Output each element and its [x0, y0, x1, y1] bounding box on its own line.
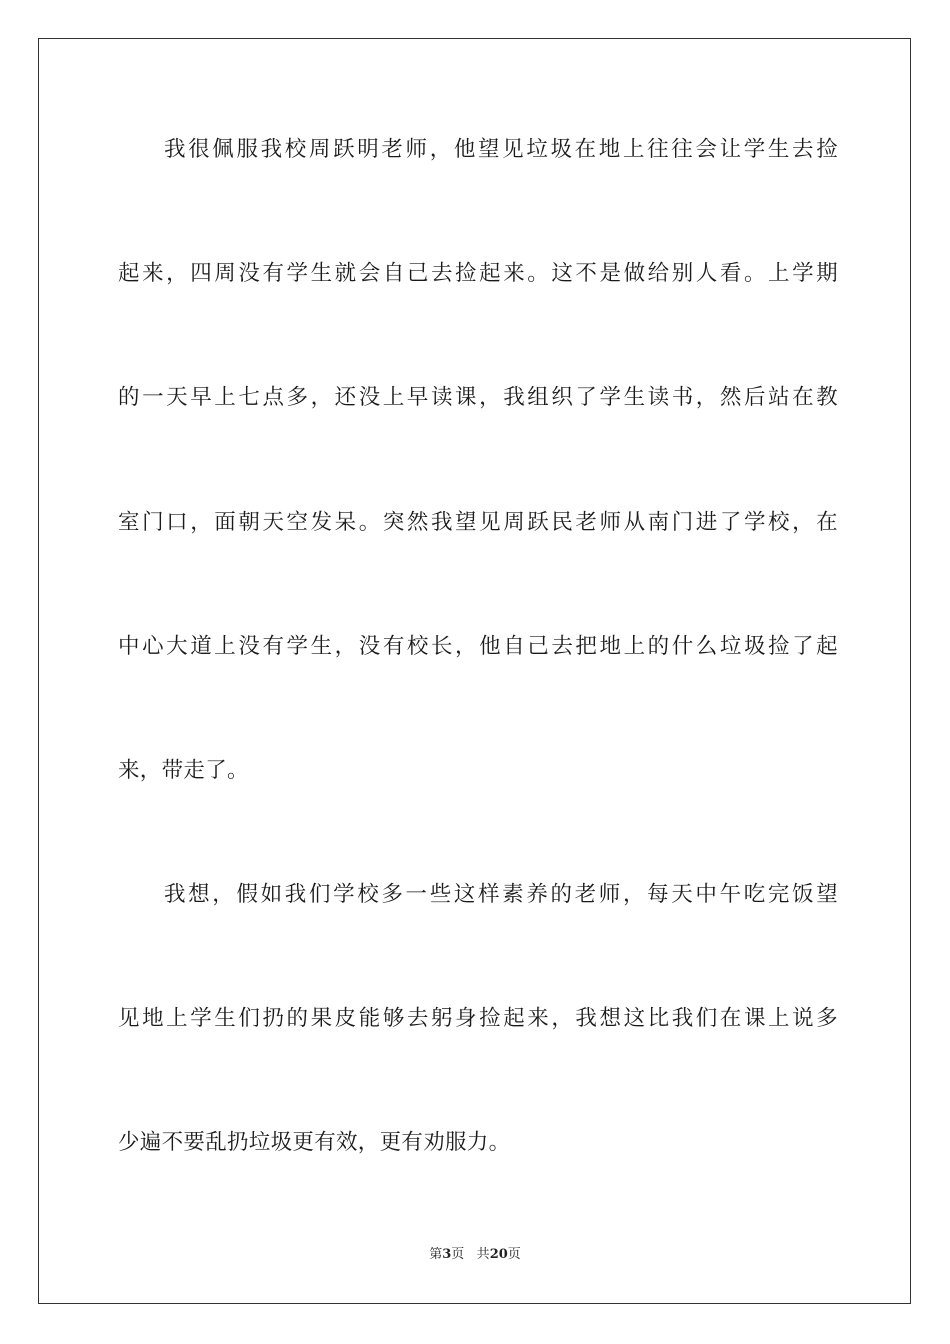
paragraph-2-line-3: 少遍不要乱扔垃圾更有效，更有劝服力。 — [118, 1130, 511, 1155]
page-suffix: 页 — [451, 1247, 465, 1262]
page-number: 3 — [442, 1247, 452, 1262]
page-footer — [0, 1246, 950, 1264]
paragraph-1-line-6: 来，带走了。 — [118, 758, 249, 783]
total-prefix: 共 — [476, 1247, 490, 1262]
page-prefix: 第 — [429, 1247, 443, 1262]
paragraph-2-line-1: 我想，假如我们学校多一些这样素养的老师，每天中午吃完饭望 — [164, 882, 838, 907]
paragraph-1-line-4: 室门口，面朝天空发呆。突然我望见周跃民老师从南门进了学校，在 — [118, 510, 838, 535]
total-pages: 20 — [489, 1247, 508, 1262]
paragraph-1-line-1: 我很佩服我校周跃明老师，他望见垃圾在地上往往会让学生去捡 — [164, 137, 838, 162]
paragraph-2-line-2: 见地上学生们扔的果皮能够去躬身捡起来，我想这比我们在课上说多 — [118, 1006, 838, 1031]
total-suffix: 页 — [507, 1247, 521, 1262]
paragraph-1-line-3: 的一天早上七点多，还没上早读课，我组织了学生读书，然后站在教 — [118, 385, 838, 410]
paragraph-1-line-5: 中心大道上没有学生，没有校长，他自己去把地上的什么垃圾捡了起 — [118, 634, 838, 659]
paragraph-1-line-2: 起来，四周没有学生就会自己去捡起来。这不是做给别人看。上学期 — [118, 261, 838, 286]
page-border — [38, 38, 911, 1304]
